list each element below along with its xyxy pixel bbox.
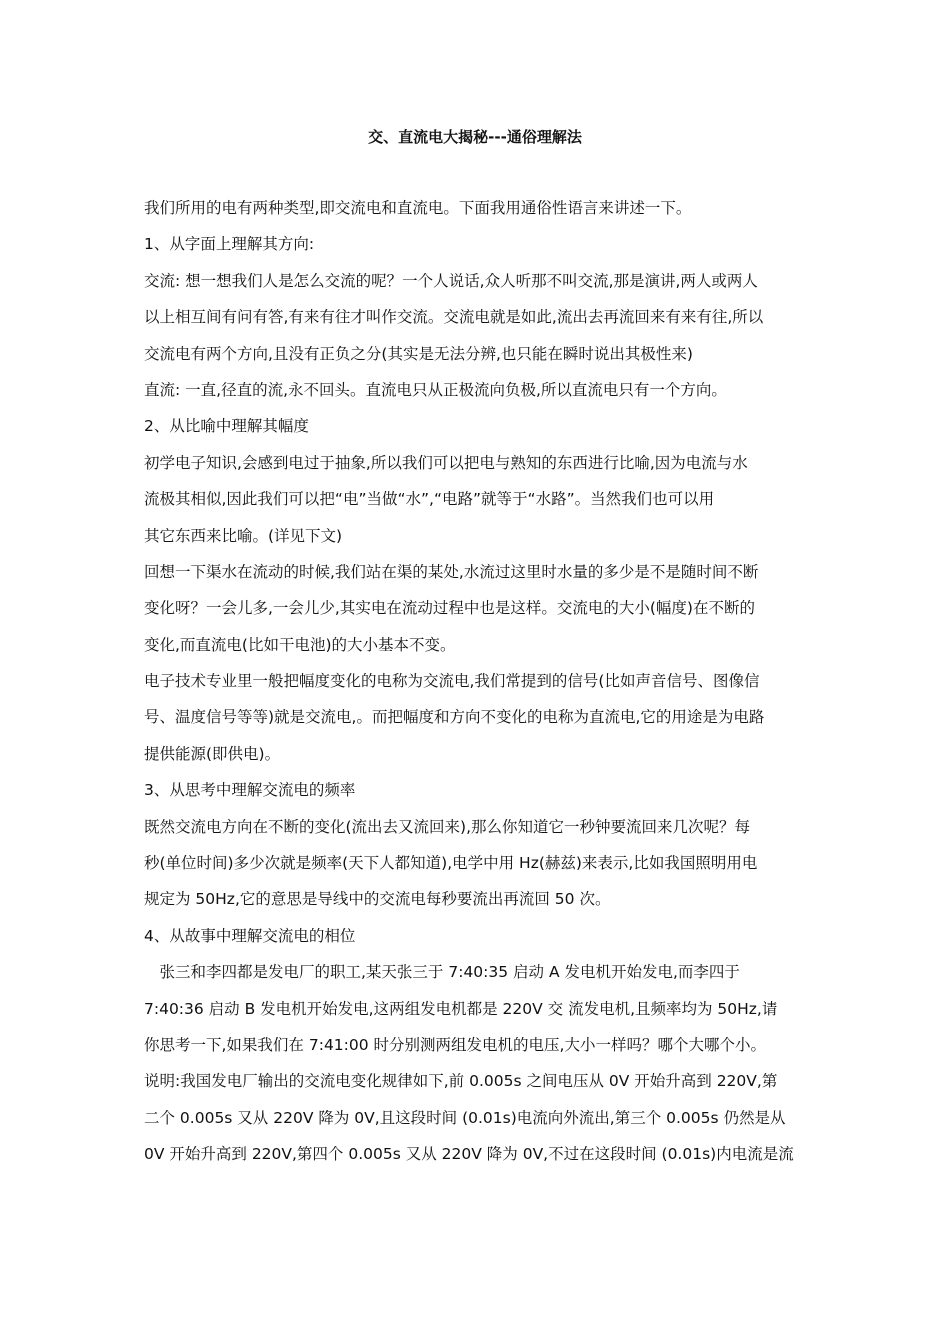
document-body: [144, 190, 809, 1173]
text-line: 号、温度信号等等)就是交流电,。而把幅度和方向不变化的电称为直流电,它的用途是为电路: [144, 708, 765, 727]
text-line: 既然交流电方向在不断的变化(流出去又流回来),那么你知道它一秒钟要流回来几次呢？每: [144, 817, 751, 836]
text-line: 7:40:36 启动 B 发电机开始发电,这两组发电机都是 220V 交 流发电机,且频率均为 50Hz,请: [144, 999, 778, 1018]
text-line: 说明:我国发电厂输出的交流电变化规律如下,前 0.005s 之间电压从 0V 开始升高到 220V,第: [144, 1072, 778, 1091]
text-line: 以上相互间有问有答,有来有往才叫作交流。交流电就是如此,流出去再流回来有来有往,所以: [144, 308, 764, 327]
text-line: 你思考一下,如果我们在 7:41:00 时分别测两组发电机的电压,大小一样吗？哪个大哪个小。: [144, 1035, 766, 1054]
text-line: 规定为 50Hz,它的意思是导线中的交流电每秒要流出再流回 50 次。: [144, 890, 611, 909]
text-line: 变化,而直流电(比如干电池)的大小基本不变。: [144, 635, 456, 654]
text-line: 秒(单位时间)多少次就是频率(天下人都知道),电学中用 Hz(赫兹)来表示,比如我国照明用电: [144, 854, 758, 873]
text-line: 直流: 一直,径直的流,永不回头。直流电只从正极流向负极,所以直流电只有一个方向。: [144, 380, 727, 399]
section-heading: 4、从故事中理解交流电的相位: [144, 926, 356, 945]
text-line: 我们所用的电有两种类型,即交流电和直流电。下面我用通俗性语言来讲述一下。: [144, 199, 692, 217]
text-line: 初学电子知识,会感到电过于抽象,所以我们可以把电与熟知的东西进行比喻,因为电流与水: [144, 453, 748, 472]
text-line: 二个 0.005s 又从 220V 降为 0V,且这段时间 (0.01s)电流向外流出,第三个 0.005s 仍然是从: [144, 1108, 786, 1127]
text-line: 回想一下渠水在流动的时候,我们站在渠的某处,水流过这里时水量的多少是不是随时间不断: [144, 562, 759, 581]
section-heading: 2、从比喻中理解其幅度: [144, 417, 309, 436]
text-line: 变化呀？一会儿多,一会儿少,其实电在流动过程中也是这样。交流电的大小(幅度)在不断的: [144, 599, 755, 618]
text-line: 交流电有两个方向,且没有正负之分(其实是无法分辨,也只能在瞬时说出其极性来): [144, 344, 693, 363]
text-line: 提供能源(即供电)。: [144, 744, 281, 763]
text-line: 电子技术专业里一般把幅度变化的电称为交流电,我们常提到的信号(比如声音信号、图像信: [144, 672, 760, 691]
section-heading: 1、从字面上理解其方向:: [144, 235, 315, 254]
section-heading: 3、从思考中理解交流电的频率: [144, 781, 356, 800]
text-line: 流极其相似,因此我们可以把“电”当做“水”,“电路”就等于“水路”。当然我们也可以用: [144, 490, 715, 509]
text-line: 交流: 想一想我们人是怎么交流的呢？一个人说话,众人听那不叫交流,那是演讲,两人或两人: [144, 271, 758, 290]
text-line: 张三和李四都是发电厂的职工,某天张三于 7:40:35 启动 A 发电机开始发电,而李四于: [144, 963, 740, 982]
text-line: 0V 开始升高到 220V,第四个 0.005s 又从 220V 降为 0V,不过在这段时间 (0.01s)内电流是流: [144, 1145, 794, 1164]
text-line: 其它东西来比喻。(详见下文): [144, 526, 343, 545]
document-title: 交、直流电大揭秘---通俗理解法: [368, 128, 582, 146]
